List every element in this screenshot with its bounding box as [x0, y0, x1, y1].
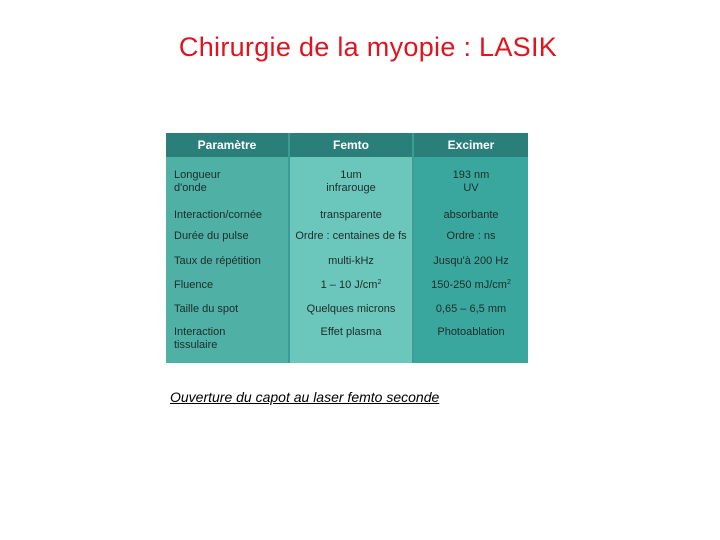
cell-line: 193 nm [452, 169, 490, 181]
cell-femto: Effet plasma [320, 326, 382, 338]
header-femto: Femto [290, 133, 412, 157]
page-title: Chirurgie de la myopie : LASIK [178, 32, 558, 62]
cell-femto [290, 169, 412, 195]
cell-line: 1um [340, 169, 362, 181]
header-excimer: Excimer [414, 133, 528, 157]
cell-excimer: Jusqu'à 200 Hz [433, 255, 509, 267]
cell-line: tissulaire [174, 339, 218, 351]
header-parametre: Paramètre [166, 133, 288, 157]
cell-parametre [174, 169, 286, 195]
cell-parametre [174, 326, 286, 352]
cell-parametre: Fluence [174, 279, 214, 291]
figure-caption: Ouverture du capot au laser femto seconde [170, 389, 440, 405]
cell-excimer: 0,65 – 6,5 mm [435, 303, 507, 315]
cell-line: Interaction [174, 326, 226, 338]
cell-femto: multi-kHz [328, 255, 374, 267]
cell-parametre: Taille du spot [174, 303, 239, 315]
cell-line: d'onde [174, 182, 207, 194]
comparison-table [166, 133, 528, 363]
cell-femto: Quelques microns [306, 303, 396, 315]
cell-value: 150-250 mJ/cm [431, 279, 507, 291]
cell-line: UV [463, 182, 479, 194]
cell-parametre: Taux de répétition [174, 255, 261, 267]
cell-parametre: Durée du pulse [174, 230, 249, 242]
cell-value: 1 – 10 J/cm [320, 279, 378, 291]
cell-line: Longueur [174, 169, 221, 181]
cell-line: infrarouge [326, 182, 376, 194]
cell-excimer: Photoablation [437, 326, 505, 338]
superscript: 2 [377, 279, 382, 286]
cell-femto [290, 279, 412, 292]
superscript: 2 [506, 279, 511, 286]
cell-femto: Ordre : centaines de fs [295, 230, 407, 242]
cell-excimer [414, 169, 528, 195]
cell-femto: transparente [320, 209, 382, 221]
cell-excimer [414, 279, 528, 292]
cell-parametre: Interaction/cornée [174, 209, 263, 221]
cell-excimer: Ordre : ns [446, 230, 496, 242]
cell-excimer: absorbante [443, 209, 499, 221]
